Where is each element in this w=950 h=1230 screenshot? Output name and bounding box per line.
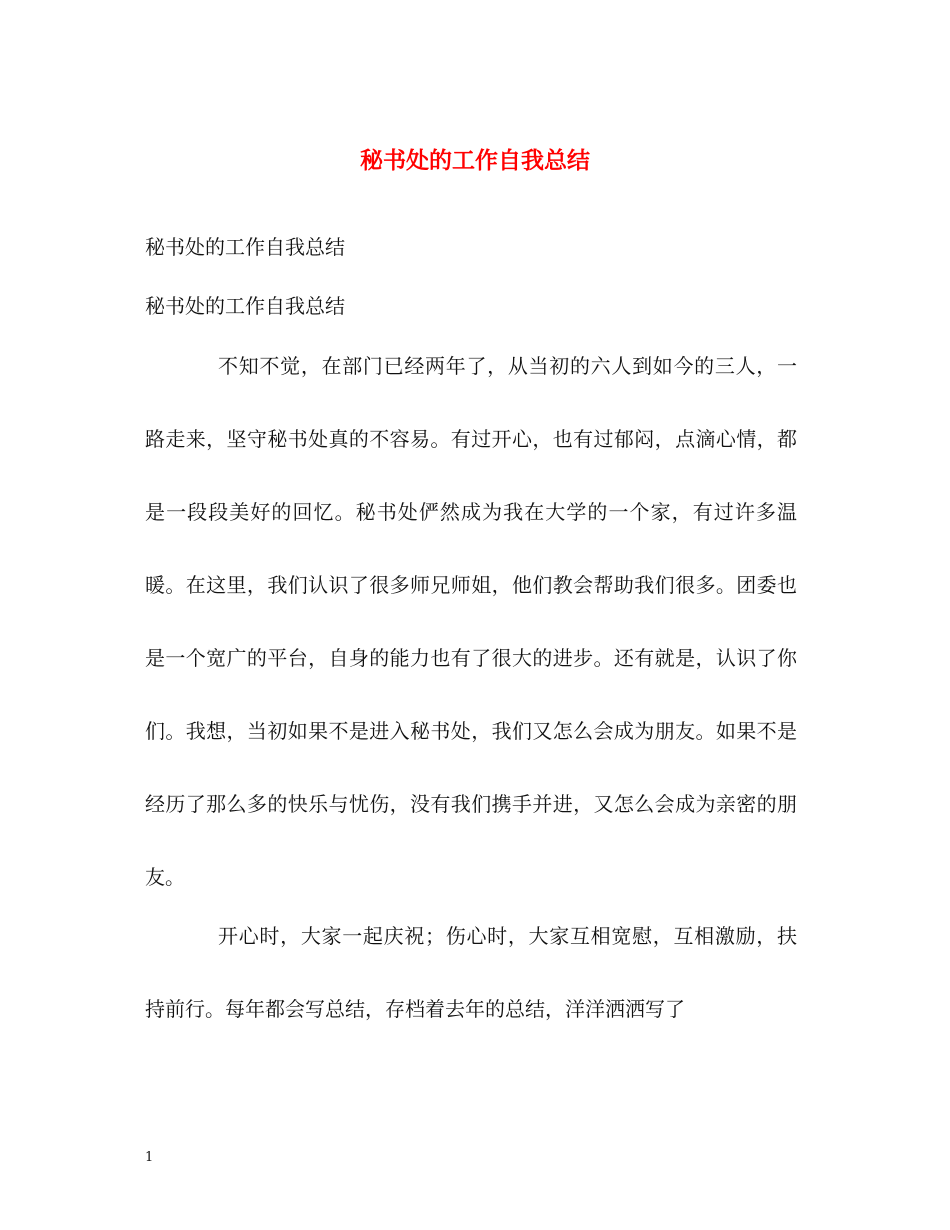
paragraph-1: 不知不觉，在部门已经两年了，从当初的六人到如今的三人，一路走来，坚守秘书处真的不容易。有过开心，也有过郁闷，点滴心情，都是一段段美好的回忆。秘书处俨然成为我在大学的一个家，有过许多温暖。在这里，我们认识了很多师兄师姐，他们教会帮助我们很多。团委也是一个宽广的平台，自身的能力也有了很大的进步。还有就是，认识了你们。我想，当初如果不是进入秘书处，我们又怎么会成为朋友。如果不是经历了那么多的快乐与忧伤，没有我们携手并进，又怎么会成为亲密的朋友。: [145, 354, 797, 889]
body-section-2: [145, 900, 797, 1046]
paragraph-2: 开心时，大家一起庆祝；伤心时，大家互相宽慰，互相激励，扶持前行。每年都会写总结，存档着去年的总结，洋洋洒洒写了: [145, 924, 797, 1021]
subtitle-line-1: 秘书处的工作自我总结: [145, 235, 345, 259]
page-number: 1: [145, 1150, 154, 1165]
subtitle-line-2: 秘书处的工作自我总结: [145, 294, 345, 318]
body-section-1: [145, 330, 797, 914]
document-title: 秘书处的工作自我总结: [360, 147, 590, 174]
